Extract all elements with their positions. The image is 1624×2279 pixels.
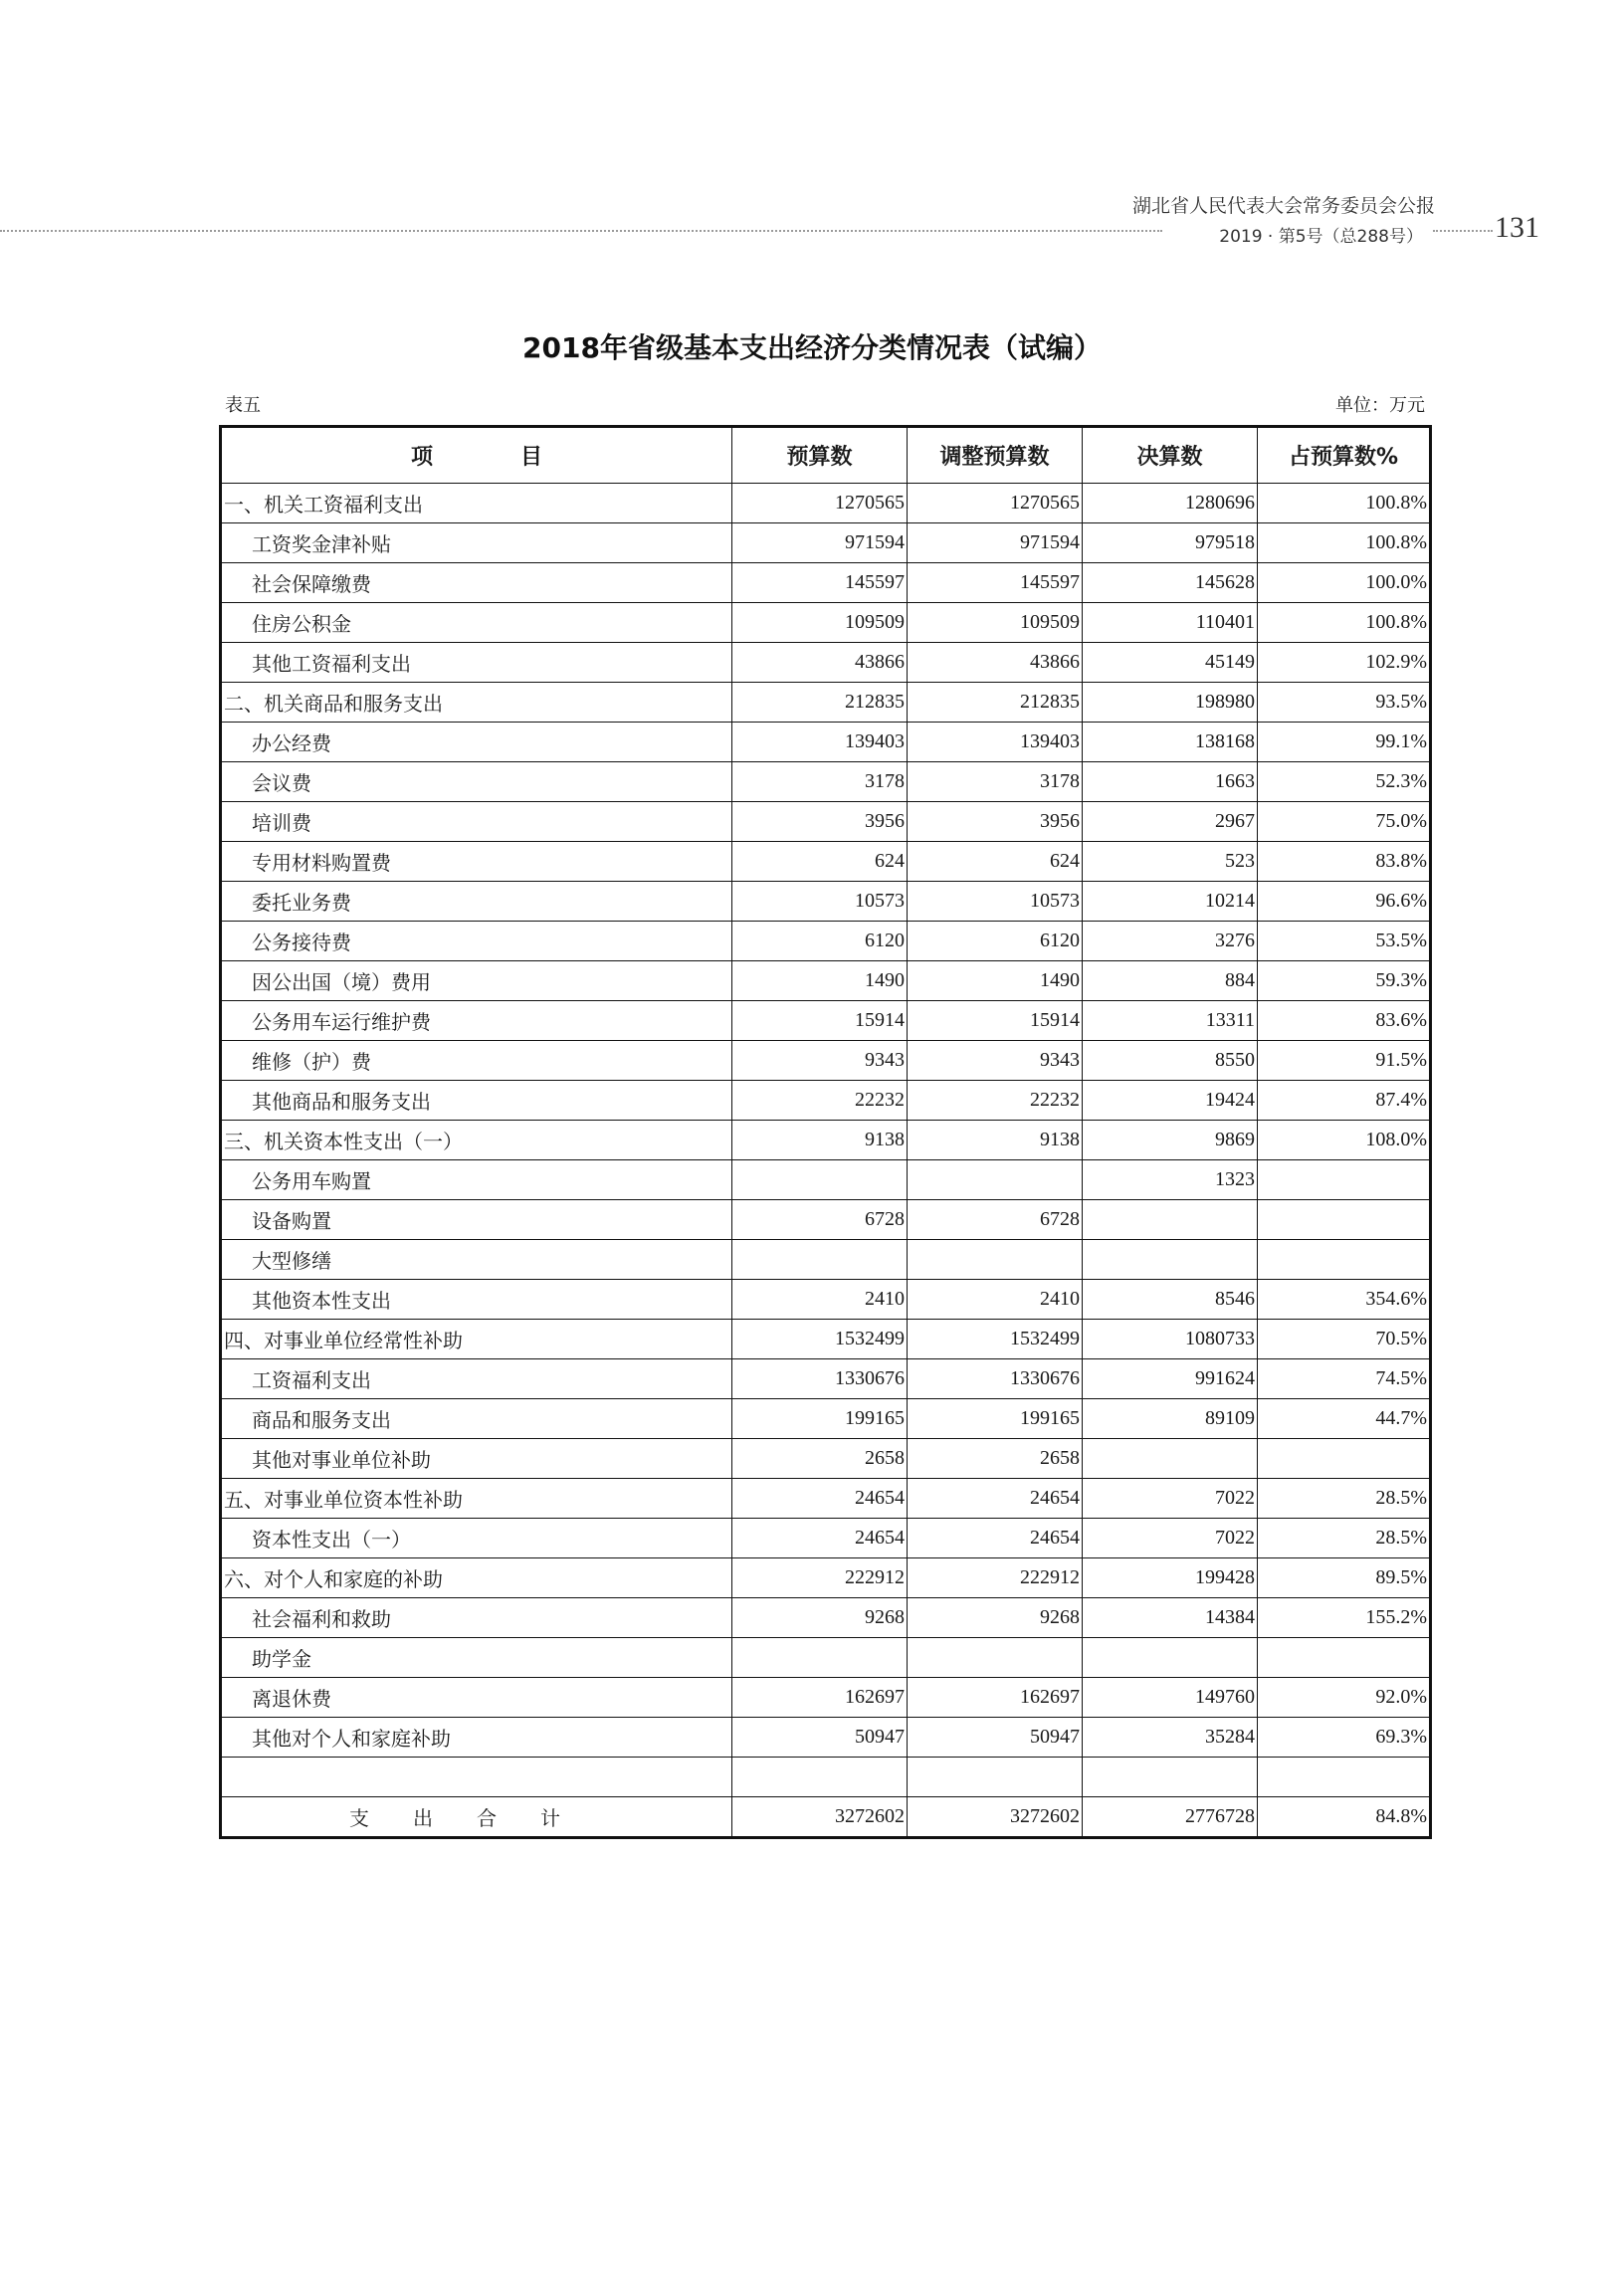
cell-adjusted: 22232 bbox=[908, 1081, 1083, 1121]
cell-item: 四、对事业单位经常性补助 bbox=[221, 1320, 732, 1359]
cell-final: 35284 bbox=[1083, 1718, 1258, 1758]
cell-adjusted: 43866 bbox=[908, 643, 1083, 683]
cell-pct: 108.0% bbox=[1258, 1121, 1431, 1160]
table-label: 表五 bbox=[225, 395, 261, 416]
cell-item: 其他对事业单位补助 bbox=[221, 1439, 732, 1479]
cell-adjusted: 1532499 bbox=[908, 1320, 1083, 1359]
category-row bbox=[221, 683, 1431, 723]
cell-pct bbox=[1258, 1439, 1431, 1479]
cell-budget: 1532499 bbox=[732, 1320, 908, 1359]
cell-item: 助学金 bbox=[221, 1638, 732, 1678]
cell-adjusted: 6120 bbox=[908, 922, 1083, 961]
category-row bbox=[221, 1320, 1431, 1359]
cell-adjusted: 9268 bbox=[908, 1598, 1083, 1638]
cell-item: 维修（护）费 bbox=[221, 1041, 732, 1081]
cell-budget: 109509 bbox=[732, 603, 908, 643]
cell-adjusted: 624 bbox=[908, 842, 1083, 882]
header-rule-right bbox=[1433, 230, 1493, 232]
cell-budget: 6728 bbox=[732, 1200, 908, 1240]
cell-final bbox=[1083, 1240, 1258, 1280]
cell-budget: 3178 bbox=[732, 762, 908, 802]
cell-item: 委托业务费 bbox=[221, 882, 732, 922]
total-final: 2776728 bbox=[1083, 1797, 1258, 1838]
table-row bbox=[221, 802, 1431, 842]
cell-adjusted: 24654 bbox=[908, 1479, 1083, 1519]
cell-budget: 43866 bbox=[732, 643, 908, 683]
cell-final: 7022 bbox=[1083, 1479, 1258, 1519]
cell-pct: 69.3% bbox=[1258, 1718, 1431, 1758]
cell-budget: 1330676 bbox=[732, 1359, 908, 1399]
cell-item: 社会保障缴费 bbox=[221, 563, 732, 603]
cell-budget: 3956 bbox=[732, 802, 908, 842]
cell-adjusted bbox=[908, 1240, 1083, 1280]
table-row bbox=[221, 1359, 1431, 1399]
cell-adjusted: 109509 bbox=[908, 603, 1083, 643]
cell-item: 三、机关资本性支出（一） bbox=[221, 1121, 732, 1160]
cell-budget: 2658 bbox=[732, 1439, 908, 1479]
cell-item: 一、机关工资福利支出 bbox=[221, 484, 732, 523]
cell-item: 二、机关商品和服务支出 bbox=[221, 683, 732, 723]
cell-adjusted: 1490 bbox=[908, 961, 1083, 1001]
cell-adjusted: 222912 bbox=[908, 1558, 1083, 1598]
table-row bbox=[221, 1280, 1431, 1320]
cell-item: 商品和服务支出 bbox=[221, 1399, 732, 1439]
cell-adjusted: 162697 bbox=[908, 1678, 1083, 1718]
cell-budget: 162697 bbox=[732, 1678, 908, 1718]
table-row bbox=[221, 1399, 1431, 1439]
cell-final: 2967 bbox=[1083, 802, 1258, 842]
table-row bbox=[221, 1439, 1431, 1479]
cell-adjusted: 1330676 bbox=[908, 1359, 1083, 1399]
cell-pct bbox=[1258, 1638, 1431, 1678]
cell-final: 10214 bbox=[1083, 882, 1258, 922]
cell-adjusted: 2658 bbox=[908, 1439, 1083, 1479]
table-row bbox=[221, 1678, 1431, 1718]
cell-adjusted bbox=[908, 1758, 1083, 1797]
cell-final: 19424 bbox=[1083, 1081, 1258, 1121]
cell-final: 1280696 bbox=[1083, 484, 1258, 523]
col-header-final: 决算数 bbox=[1083, 427, 1258, 484]
cell-final: 89109 bbox=[1083, 1399, 1258, 1439]
category-row bbox=[221, 484, 1431, 523]
cell-adjusted: 6728 bbox=[908, 1200, 1083, 1240]
cell-adjusted: 145597 bbox=[908, 563, 1083, 603]
cell-adjusted: 9343 bbox=[908, 1041, 1083, 1081]
col-header-budget: 预算数 bbox=[732, 427, 908, 484]
total-pct: 84.8% bbox=[1258, 1797, 1431, 1838]
cell-budget bbox=[732, 1758, 908, 1797]
table-row bbox=[221, 1160, 1431, 1200]
cell-budget: 2410 bbox=[732, 1280, 908, 1320]
cell-final: 13311 bbox=[1083, 1001, 1258, 1041]
cell-final: 138168 bbox=[1083, 723, 1258, 762]
col-header-adjusted: 调整预算数 bbox=[908, 427, 1083, 484]
document-title: 2018年省级基本支出经济分类情况表（试编） bbox=[522, 331, 1102, 364]
cell-pct: 28.5% bbox=[1258, 1519, 1431, 1558]
cell-adjusted: 24654 bbox=[908, 1519, 1083, 1558]
cell-final: 979518 bbox=[1083, 523, 1258, 563]
cell-final: 8546 bbox=[1083, 1280, 1258, 1320]
cell-adjusted: 971594 bbox=[908, 523, 1083, 563]
cell-budget: 145597 bbox=[732, 563, 908, 603]
table-row bbox=[221, 523, 1431, 563]
table-footer bbox=[221, 1797, 1431, 1838]
publication-name: 湖北省人民代表大会常务委员会公报 bbox=[1131, 195, 1435, 217]
cell-item: 六、对个人和家庭的补助 bbox=[221, 1558, 732, 1598]
category-row bbox=[221, 1558, 1431, 1598]
cell-budget: 9268 bbox=[732, 1598, 908, 1638]
cell-item: 培训费 bbox=[221, 802, 732, 842]
category-row bbox=[221, 1121, 1431, 1160]
table-row bbox=[221, 1638, 1431, 1678]
cell-budget: 50947 bbox=[732, 1718, 908, 1758]
cell-pct: 83.8% bbox=[1258, 842, 1431, 882]
cell-pct: 53.5% bbox=[1258, 922, 1431, 961]
cell-item: 住房公积金 bbox=[221, 603, 732, 643]
table-row bbox=[221, 882, 1431, 922]
cell-final bbox=[1083, 1200, 1258, 1240]
cell-item: 其他对个人和家庭补助 bbox=[221, 1718, 732, 1758]
cell-item: 工资奖金津补贴 bbox=[221, 523, 732, 563]
cell-budget bbox=[732, 1240, 908, 1280]
cell-budget: 22232 bbox=[732, 1081, 908, 1121]
cell-budget: 9138 bbox=[732, 1121, 908, 1160]
cell-pct: 70.5% bbox=[1258, 1320, 1431, 1359]
page-number: 131 bbox=[1495, 211, 1539, 244]
cell-budget bbox=[732, 1160, 908, 1200]
cell-pct: 83.6% bbox=[1258, 1001, 1431, 1041]
cell-final: 145628 bbox=[1083, 563, 1258, 603]
cell-item: 大型修缮 bbox=[221, 1240, 732, 1280]
cell-pct: 52.3% bbox=[1258, 762, 1431, 802]
cell-final bbox=[1083, 1758, 1258, 1797]
cell-final: 523 bbox=[1083, 842, 1258, 882]
cell-final: 7022 bbox=[1083, 1519, 1258, 1558]
cell-budget: 139403 bbox=[732, 723, 908, 762]
total-label: 支出合计 bbox=[221, 1797, 732, 1838]
cell-final: 1323 bbox=[1083, 1160, 1258, 1200]
cell-final bbox=[1083, 1638, 1258, 1678]
cell-adjusted: 9138 bbox=[908, 1121, 1083, 1160]
cell-adjusted: 3178 bbox=[908, 762, 1083, 802]
cell-final: 110401 bbox=[1083, 603, 1258, 643]
cell-budget bbox=[732, 1638, 908, 1678]
cell-adjusted: 139403 bbox=[908, 723, 1083, 762]
cell-final: 199428 bbox=[1083, 1558, 1258, 1598]
cell-adjusted: 199165 bbox=[908, 1399, 1083, 1439]
cell-pct: 102.9% bbox=[1258, 643, 1431, 683]
cell-item: 社会福利和救助 bbox=[221, 1598, 732, 1638]
cell-final: 8550 bbox=[1083, 1041, 1258, 1081]
cell-adjusted: 50947 bbox=[908, 1718, 1083, 1758]
cell-final: 14384 bbox=[1083, 1598, 1258, 1638]
table-row bbox=[221, 1718, 1431, 1758]
cell-pct: 96.6% bbox=[1258, 882, 1431, 922]
cell-item: 公务接待费 bbox=[221, 922, 732, 961]
cell-item: 专用材料购置费 bbox=[221, 842, 732, 882]
table-row bbox=[221, 1041, 1431, 1081]
cell-budget: 10573 bbox=[732, 882, 908, 922]
cell-pct: 74.5% bbox=[1258, 1359, 1431, 1399]
cell-pct bbox=[1258, 1240, 1431, 1280]
table-row bbox=[221, 723, 1431, 762]
cell-adjusted: 212835 bbox=[908, 683, 1083, 723]
table-row bbox=[221, 762, 1431, 802]
cell-item: 五、对事业单位资本性补助 bbox=[221, 1479, 732, 1519]
table-row bbox=[221, 1598, 1431, 1638]
total-budget: 3272602 bbox=[732, 1797, 908, 1838]
cell-pct: 354.6% bbox=[1258, 1280, 1431, 1320]
cell-item: 工资福利支出 bbox=[221, 1359, 732, 1399]
cell-pct bbox=[1258, 1160, 1431, 1200]
cell-item: 设备购置 bbox=[221, 1200, 732, 1240]
cell-final: 45149 bbox=[1083, 643, 1258, 683]
cell-final: 9869 bbox=[1083, 1121, 1258, 1160]
cell-budget: 212835 bbox=[732, 683, 908, 723]
table-row bbox=[221, 1758, 1431, 1797]
cell-pct: 100.8% bbox=[1258, 484, 1431, 523]
unit-label: 单位：万元 bbox=[1335, 395, 1425, 416]
cell-item: 资本性支出（一） bbox=[221, 1519, 732, 1558]
total-adjusted: 3272602 bbox=[908, 1797, 1083, 1838]
cell-budget: 971594 bbox=[732, 523, 908, 563]
cell-pct: 28.5% bbox=[1258, 1479, 1431, 1519]
cell-budget: 1490 bbox=[732, 961, 908, 1001]
cell-final: 1663 bbox=[1083, 762, 1258, 802]
col-header-item: 项 目 bbox=[221, 427, 732, 484]
cell-adjusted: 15914 bbox=[908, 1001, 1083, 1041]
cell-budget: 24654 bbox=[732, 1479, 908, 1519]
cell-item: 其他商品和服务支出 bbox=[221, 1081, 732, 1121]
table-header bbox=[221, 427, 1431, 484]
cell-pct: 100.8% bbox=[1258, 603, 1431, 643]
cell-pct: 91.5% bbox=[1258, 1041, 1431, 1081]
cell-final: 991624 bbox=[1083, 1359, 1258, 1399]
cell-final: 884 bbox=[1083, 961, 1258, 1001]
table-row bbox=[221, 922, 1431, 961]
cell-adjusted: 1270565 bbox=[908, 484, 1083, 523]
table-row bbox=[221, 563, 1431, 603]
cell-final: 1080733 bbox=[1083, 1320, 1258, 1359]
cell-budget: 15914 bbox=[732, 1001, 908, 1041]
category-row bbox=[221, 1479, 1431, 1519]
cell-item: 公务用车运行维护费 bbox=[221, 1001, 732, 1041]
cell-item: 办公经费 bbox=[221, 723, 732, 762]
cell-item: 会议费 bbox=[221, 762, 732, 802]
cell-item: 离退休费 bbox=[221, 1678, 732, 1718]
issue-number: 2019 · 第5号（总288号） bbox=[1219, 227, 1423, 247]
col-header-pct: 占预算数% bbox=[1258, 427, 1431, 484]
cell-pct bbox=[1258, 1758, 1431, 1797]
cell-adjusted: 3956 bbox=[908, 802, 1083, 842]
cell-final: 198980 bbox=[1083, 683, 1258, 723]
header-rule-left bbox=[0, 230, 1162, 232]
cell-item: 公务用车购置 bbox=[221, 1160, 732, 1200]
cell-pct: 100.0% bbox=[1258, 563, 1431, 603]
total-row bbox=[221, 1797, 1431, 1838]
table-row bbox=[221, 961, 1431, 1001]
cell-pct: 75.0% bbox=[1258, 802, 1431, 842]
header-row bbox=[221, 427, 1431, 484]
cell-pct: 89.5% bbox=[1258, 1558, 1431, 1598]
cell-budget: 1270565 bbox=[732, 484, 908, 523]
cell-budget: 6120 bbox=[732, 922, 908, 961]
cell-final: 3276 bbox=[1083, 922, 1258, 961]
cell-budget: 24654 bbox=[732, 1519, 908, 1558]
cell-item bbox=[221, 1758, 732, 1797]
table-row bbox=[221, 1081, 1431, 1121]
table-row bbox=[221, 603, 1431, 643]
table-row bbox=[221, 1240, 1431, 1280]
cell-pct bbox=[1258, 1200, 1431, 1240]
cell-adjusted bbox=[908, 1638, 1083, 1678]
budget-table bbox=[219, 425, 1432, 1839]
cell-adjusted: 2410 bbox=[908, 1280, 1083, 1320]
table-row bbox=[221, 842, 1431, 882]
cell-item: 其他工资福利支出 bbox=[221, 643, 732, 683]
cell-pct: 99.1% bbox=[1258, 723, 1431, 762]
cell-pct: 100.8% bbox=[1258, 523, 1431, 563]
cell-item: 因公出国（境）费用 bbox=[221, 961, 732, 1001]
cell-pct: 59.3% bbox=[1258, 961, 1431, 1001]
cell-budget: 9343 bbox=[732, 1041, 908, 1081]
table-row bbox=[221, 643, 1431, 683]
table-row bbox=[221, 1519, 1431, 1558]
cell-final bbox=[1083, 1439, 1258, 1479]
table-row bbox=[221, 1200, 1431, 1240]
cell-pct: 87.4% bbox=[1258, 1081, 1431, 1121]
cell-budget: 222912 bbox=[732, 1558, 908, 1598]
cell-item: 其他资本性支出 bbox=[221, 1280, 732, 1320]
cell-final: 149760 bbox=[1083, 1678, 1258, 1718]
cell-adjusted bbox=[908, 1160, 1083, 1200]
cell-budget: 199165 bbox=[732, 1399, 908, 1439]
cell-adjusted: 10573 bbox=[908, 882, 1083, 922]
cell-pct: 93.5% bbox=[1258, 683, 1431, 723]
table-body bbox=[221, 484, 1431, 1797]
cell-budget: 624 bbox=[732, 842, 908, 882]
table-row bbox=[221, 1001, 1431, 1041]
cell-pct: 44.7% bbox=[1258, 1399, 1431, 1439]
cell-pct: 155.2% bbox=[1258, 1598, 1431, 1638]
cell-pct: 92.0% bbox=[1258, 1678, 1431, 1718]
